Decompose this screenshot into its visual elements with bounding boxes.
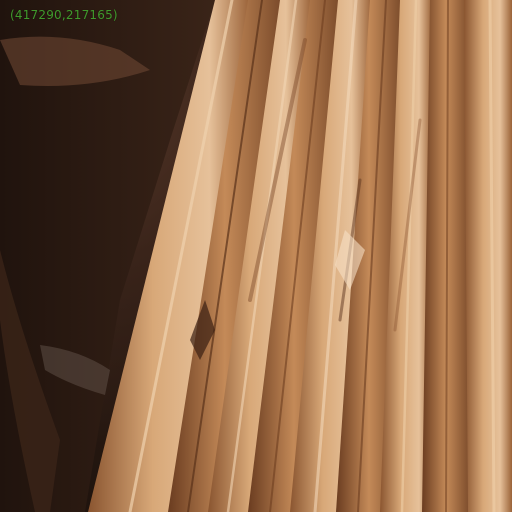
coordinate-readout: (417290,217165) <box>10 8 118 22</box>
